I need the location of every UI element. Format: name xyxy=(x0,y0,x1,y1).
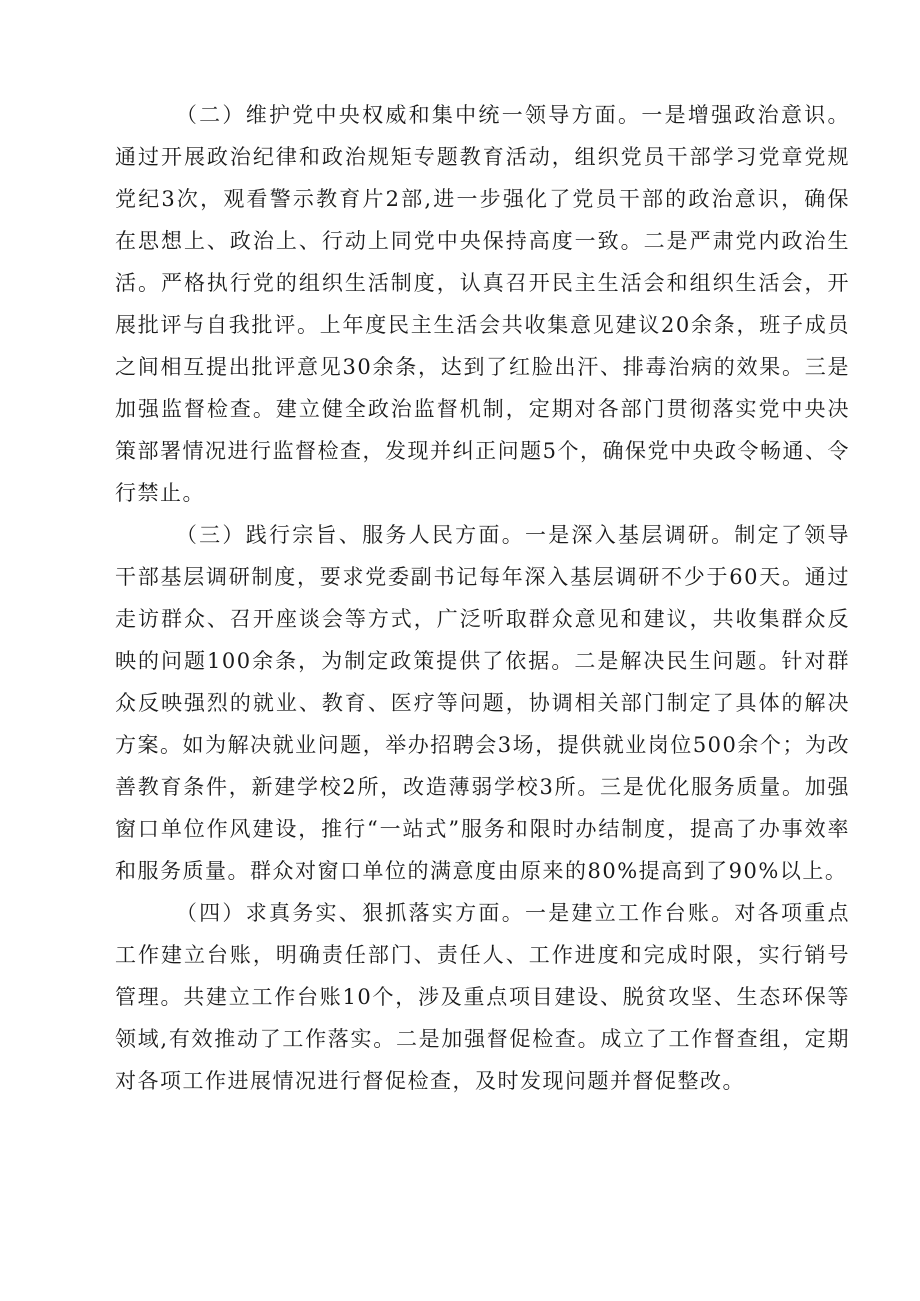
paragraph-section-4: （四）求真务实、狠抓落实方面。一是建立工作台账。对各项重点工作建立台账，明确责任部门、责任人、工作进度和完成时限，实行销号管理。共建立工作台账10个，涉及重点项目建设、脱贫攻坚、生态环保等领域,有效推动了工作落实。二是加强督促检查。成立了工作督查组，定期对各项工作进展情况进行督促检查，及时发现问题并督促整改。 xyxy=(115,901,850,1093)
paragraph-section-3: （三）践行宗旨、服务人民方面。一是深入基层调研。制定了领导干部基层调研制度，要求党委副书记每年深入基层调研不少于60天。通过走访群众、召开座谈会等方式，广泛听取群众意见和建议，共收集群众反映的问题100余条，为制定政策提供了依据。二是解决民生问题。针对群众反映强烈的就业、教育、医疗等问题，协调相关部门制定了具体的解决方案。如为解决就业问题，举办招聘会3场，提供就业岗位500余个；为改善教育条件，新建学校2所，改造薄弱学校3所。三是优化服务质量。加强窗口单位作风建设，推行“一站式”服务和限时办结制度，提高了办事效率和服务质量。群众对窗口单位的满意度由原来的80%提高到了90%以上。 xyxy=(115,523,850,883)
document-body xyxy=(115,94,850,1102)
paragraph-section-2: （二）维护党中央权威和集中统一领导方面。一是增强政治意识。通过开展政治纪律和政治规矩专题教育活动，组织党员干部学习党章党规党纪3次，观看警示教育片2部,进一步强化了党员干部的政治意识，确保在思想上、政治上、行动上同党中央保持高度一致。二是严肃党内政治生活。严格执行党的组织生活制度，认真召开民主生活会和组织生活会，开展批评与自我批评。上年度民主生活会共收集意见建议20余条，班子成员之间相互提出批评意见30余条，达到了红脸出汗、排毒治病的效果。三是加强监督检查。建立健全政治监督机制，定期对各部门贯彻落实党中央决策部署情况进行监督检查，发现并纠正问题5个，确保党中央政令畅通、令行禁止。 xyxy=(115,103,850,505)
